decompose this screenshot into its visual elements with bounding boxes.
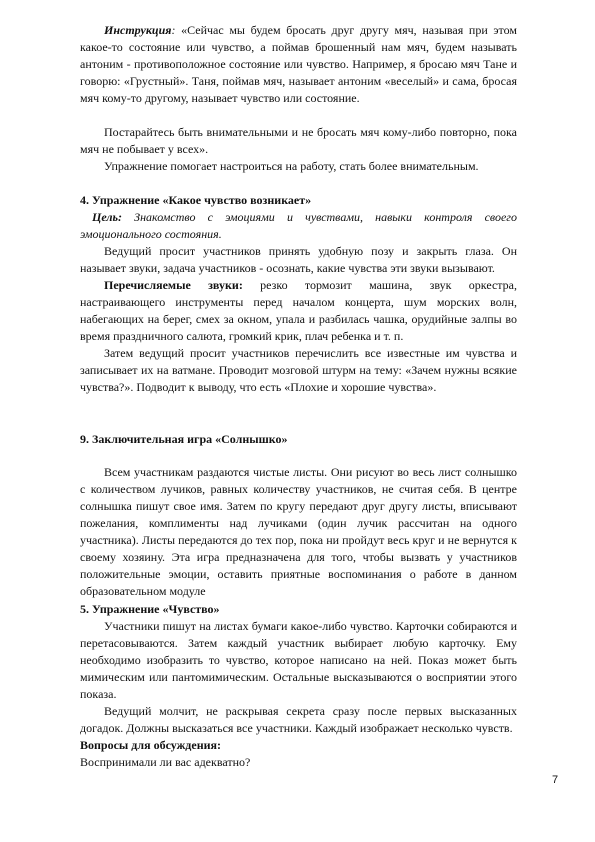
section-4-paragraph-3: Затем ведущий просит участников перечислить все известные им чувства и записывает их на ватмане. Проводит мозговой штурм на тему: «Зачем нужны всякие чувства?». Подводит к выводу, что есть «Плохие и хорошие чувства». <box>80 346 517 394</box>
instruction-paragraph <box>80 22 517 107</box>
sounds-label: Перечисляемые звуки: <box>104 278 243 292</box>
section-9-heading: 9. Заключительная игра «Солнышко» <box>80 432 288 446</box>
section-5-heading: 5. Упражнение «Чувство» <box>80 602 220 616</box>
section-5-paragraph-2: Ведущий молчит, не раскрывая секрета сразу после первых высказанных догадок. Должны высказаться все участники. Каждый изображает несколько чувств. <box>80 704 517 735</box>
instruction-paragraph-2: Постарайтесь быть внимательными и не бросать мяч кому-либо повторно, пока мяч не побывает у всех». <box>80 125 517 156</box>
section-4-sounds <box>80 277 517 345</box>
section-4-goal <box>80 209 517 243</box>
instruction-label: Инструкция <box>104 23 172 37</box>
sounds-text: резко тормозит машина, звук оркестра, настраивающего инструменты перед началом концерта, шум морских волн, набегающих на берег, смех за окном, упала и разбилась чашка, орудийные залпы во время праздничного салюта, громкий крик, плач ребенка и т. п. <box>80 278 517 343</box>
section-9-paragraph: Всем участникам раздаются чистые листы. Они рисуют во весь лист солнышко с количеством лучиков, равных количеству участников, не считая себя. В центре солнышка пишут свое имя. Затем по кругу передают друг другу листы, вписывают пожелания, комплименты над лучиками (один лучик рассчитан на одного участника). Листы передаются до тех пор, пока ни пройдут весь круг и не вернутся к своему хозяину. Эта игра предназначена для того, чтобы вызвать у участников положительные эмоции, оставить приятные воспоминания о работе в данном образовательном модуле <box>80 465 517 598</box>
page-number: 7 <box>552 774 559 786</box>
question-1: Воспринимали ли вас адекватно? <box>80 755 251 769</box>
goal-text: Знакомство с эмоциями и чувствами, навыки контроля своего эмоционального состояния. <box>80 210 517 241</box>
section-4-paragraph-1: Ведущий просит участников принять удобную позу и закрыть глаза. Он называет звуки, задача участников - осознать, какие чувства эти звуки вызывают. <box>80 244 517 275</box>
instruction-text: «Сейчас мы будем бросать друг другу мяч, называя при этом какое-то состояние или чувство, а поймав брошенный нам мяч, будем называть антоним - противоположное состояние или чувство. Например, я бросаю мяч Тане и говорю: «Грустный». Таня, поймав мяч, называет антоним «веселый» и сама, бросая мяч кому-то другому, называет чувство или состояние. <box>80 23 517 105</box>
section-4-heading: 4. Упражнение «Какое чувство возникает» <box>80 193 312 207</box>
instruction-paragraph-3: Упражнение помогает настроиться на работу, стать более внимательным. <box>104 159 479 173</box>
questions-heading: Вопросы для обсуждения: <box>80 738 222 752</box>
goal-label: Цель: <box>92 210 122 224</box>
instruction-colon: : <box>171 23 182 37</box>
section-5-paragraph-1: Участники пишут на листах бумаги какое-либо чувство. Карточки собираются и перетасовываются. Затем каждый участник выбирает любую карточку. Ему необходимо изобразить то чувство, которое написано на ней. Показ может быть мимическим или пантомимическим. Остальные высказываются о восприятии этого показа. <box>80 619 517 701</box>
